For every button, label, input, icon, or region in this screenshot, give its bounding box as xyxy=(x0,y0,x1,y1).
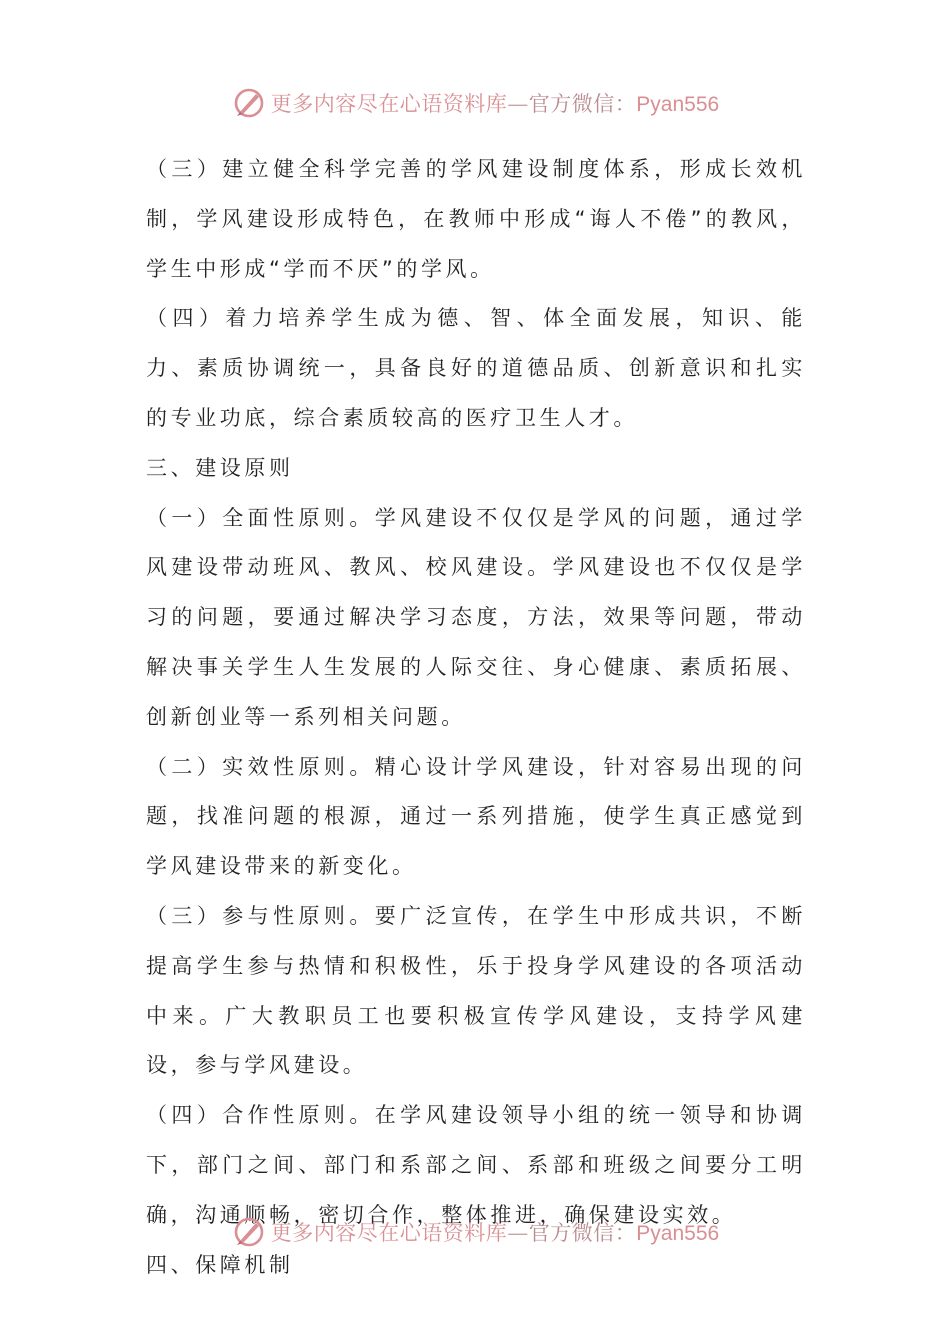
paragraph-goal-4: （四）着力培养学生成为德、智、体全面发展，知识、能力、素质协调统一，具备良好的道德品质、创新意识和扎实的专业功底，综合素质较高的医疗卫生人才。 xyxy=(146,306,806,430)
paragraph-principle-1: （一）全面性原则。学风建设不仅仅是学风的问题，通过学风建设带动班风、教风、校风建设。学风建设也不仅仅是学习的问题，要通过解决学习态度，方法，效果等问题，带动解决事关学生人生发展的人际交往、身心健康、素质拓展、创新创业等一系列相关问题。 xyxy=(146,505,806,729)
paragraph-principle-4: （四）合作性原则。在学风建设领导小组的统一领导和协调下，部门之间、部门和系部之间、系部和班级之间要分工明确，沟通顺畅，密切合作，整体推进，确保建设实效。 xyxy=(146,1103,806,1227)
body-text xyxy=(146,145,806,1290)
footer-wechat-label: 官方微信： xyxy=(528,1221,637,1245)
footer-watermark xyxy=(0,1212,950,1252)
footer-site-name: 更多内容尽在心语资料库 xyxy=(270,1221,508,1245)
header-wechat-id: Pyan556 xyxy=(636,93,720,116)
header-site-name: 更多内容尽在心语资料库 xyxy=(270,92,508,116)
pen-logo-icon xyxy=(231,85,267,121)
pen-logo-icon xyxy=(231,1214,267,1250)
section-heading-guarantee: 四、保障机制 xyxy=(146,1252,294,1277)
header-watermark-text xyxy=(271,88,719,118)
header-wechat-label: 官方微信： xyxy=(528,92,637,116)
paragraph-goal-3: （三）建立健全科学完善的学风建设制度体系，形成长效机制，学风建设形成特色，在教师中形成“诲人不倦”的教风，学生中形成“学而不厌”的学风。 xyxy=(146,157,806,281)
footer-wechat-id: Pyan556 xyxy=(636,1222,720,1245)
header-watermark xyxy=(0,83,950,123)
section-heading-principles: 三、建设原则 xyxy=(146,455,294,480)
footer-watermark-text xyxy=(271,1217,719,1247)
header-separator: — xyxy=(507,92,529,116)
footer-separator: — xyxy=(507,1221,529,1245)
paragraph-principle-2: （二）实效性原则。精心设计学风建设，针对容易出现的问题，找准问题的根源，通过一系列措施，使学生真正感觉到学风建设带来的新变化。 xyxy=(146,754,806,879)
paragraph-principle-3: （三）参与性原则。要广泛宣传，在学生中形成共识，不断提高学生参与热情和积极性，乐于投身学风建设的各项活动中来。广大教职员工也要积极宣传学风建设，支持学风建设，参与学风建设。 xyxy=(146,903,806,1078)
